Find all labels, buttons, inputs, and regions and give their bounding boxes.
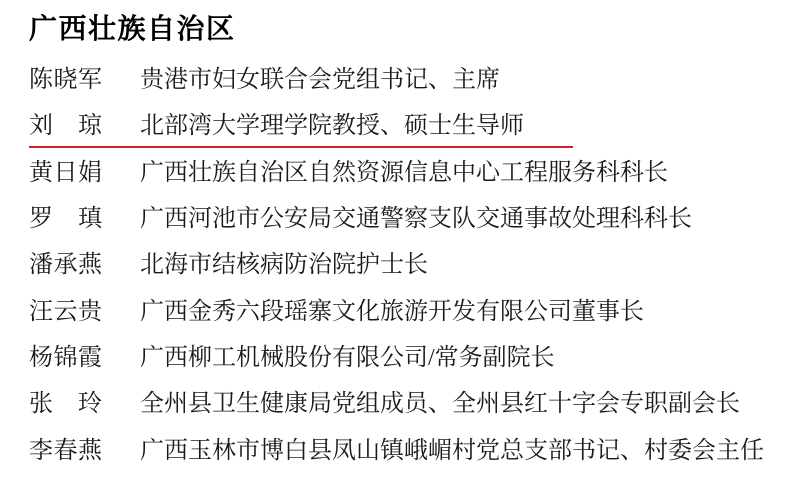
honoree-title: 广西金秀六段瑶寨文化旅游开发有限公司董事长: [140, 298, 644, 325]
list-row: [0, 288, 787, 334]
honorees-list: [0, 57, 787, 474]
list-row: [0, 103, 787, 149]
list-row: [0, 242, 787, 288]
list-row: [0, 150, 787, 196]
honoree-title: 广西玉林市博白县凤山镇峨嵋村党总支部书记、村委会主任: [140, 437, 764, 464]
list-row: [0, 196, 787, 242]
honoree-title: 贵港市妇女联合会党组书记、主席: [140, 67, 500, 94]
list-row: [0, 335, 787, 381]
honoree-name: 汪云贵: [29, 298, 103, 325]
list-row: [0, 381, 787, 427]
honoree-title: 广西河池市公安局交通警察支队交通事故处理科科长: [140, 206, 692, 233]
honoree-name: 陈晓军: [29, 67, 103, 94]
honoree-name: 李春燕: [29, 437, 103, 464]
list-row: [0, 427, 787, 473]
honoree-title: 广西柳工机械股份有限公司/常务副院长: [140, 344, 555, 371]
honoree-title: 北部湾大学理学院教授、硕士生导师: [140, 113, 524, 140]
honoree-name: 罗 瑱: [29, 206, 103, 233]
list-row: [0, 57, 787, 103]
honoree-title: 广西壮族自治区自然资源信息中心工程服务科科长: [140, 159, 668, 186]
honoree-name: 黄日娟: [29, 159, 103, 186]
honoree-name: 潘承燕: [29, 252, 103, 279]
honoree-title: 全州县卫生健康局党组成员、全州县红十字会专职副会长: [140, 391, 740, 418]
honoree-name: 刘 琼: [29, 113, 103, 140]
honoree-name: 杨锦霞: [29, 344, 103, 371]
red-underline-rule: [29, 146, 573, 148]
honoree-name: 张 玲: [29, 391, 103, 418]
region-title: 广西壮族自治区: [29, 13, 236, 44]
honoree-title: 北海市结核病防治院护士长: [140, 252, 428, 279]
